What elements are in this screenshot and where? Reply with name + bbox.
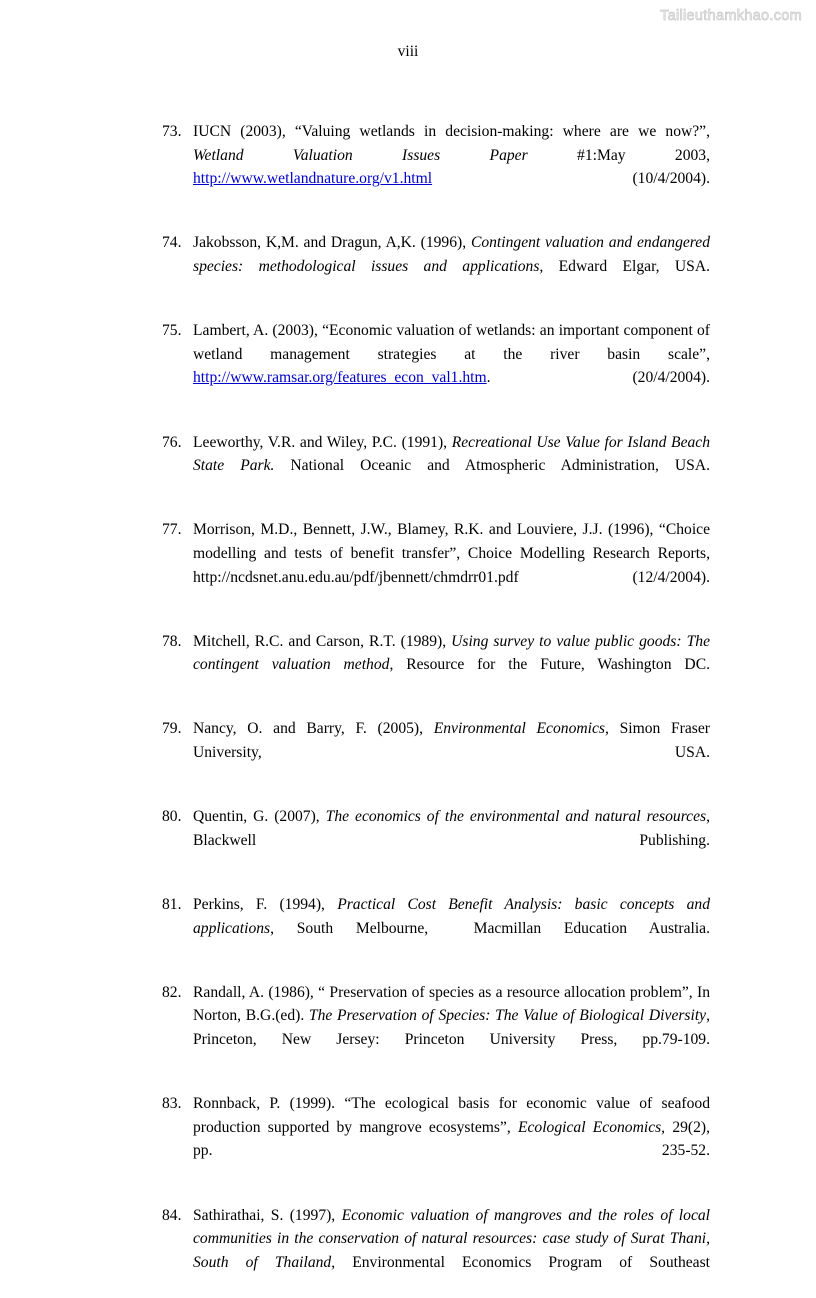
reference-text xyxy=(193,805,710,876)
reference-text-run: Jakobsson, K,M. and Dragun, A,K. (1996), xyxy=(193,234,471,252)
reference-title-italic: Wetland Valuation Issues Paper xyxy=(193,146,528,164)
reference-text-run: . (20/4/2004). xyxy=(486,369,710,387)
reference-entry xyxy=(162,717,710,788)
reference-number: 80. xyxy=(162,808,182,826)
reference-entry xyxy=(162,1204,710,1298)
reference-text-run: #1:May 2003, xyxy=(527,146,710,164)
reference-title-italic: The economics of the environmental and natural resources xyxy=(325,808,707,826)
reference-text-run: IUCN (2003), “Valuing wetlands in decision-making: where are we now?”, xyxy=(193,123,710,140)
reference-text-run: , Princeton, New Jersey: Princeton University Press, pp.79-109. xyxy=(193,1007,710,1048)
reference-title-italic: Recreational Use Value for Island Beach State Park. xyxy=(193,433,710,475)
reference-url-link[interactable]: http://www.wetlandnature.org/v1.html xyxy=(193,170,433,188)
reference-text xyxy=(193,981,710,1075)
reference-number: 76. xyxy=(162,433,182,451)
reference-text-run: Mitchell, R.C. and Carson, R.T. (1989), xyxy=(193,632,452,650)
reference-entry xyxy=(162,805,710,876)
reference-entry xyxy=(162,120,710,214)
reference-number: 83. xyxy=(162,1095,182,1113)
reference-number: 73. xyxy=(162,123,182,140)
reference-number: 74. xyxy=(162,234,182,252)
reference-text xyxy=(193,1092,710,1186)
reference-number: 77. xyxy=(162,521,182,539)
reference-title-italic: Contingent valuation and endangered species: methodological issues and applications, xyxy=(193,234,711,275)
reference-text-run: , South Melbourne, Macmillan Education Australia. xyxy=(270,919,710,937)
reference-entry xyxy=(162,518,710,612)
reference-number: 84. xyxy=(162,1206,182,1224)
reference-number: 81. xyxy=(162,896,182,914)
reference-text-run: , Environmental Economics Program of Southeast xyxy=(331,1253,710,1271)
page-number: viii xyxy=(397,43,419,60)
reference-url-plain: http://ncdsnet.anu.edu.au/pdf/jbennett/chmdrr01.pdf xyxy=(193,568,519,586)
reference-text xyxy=(193,431,710,502)
reference-title-italic: Economic valuation of mangroves and the roles of local communities in the conservation of natural resources: case study of Surat Thani, South of Thailand xyxy=(193,1206,710,1271)
reference-text-run: (10/4/2004). xyxy=(432,170,710,188)
reference-text-run: 29(2), pp. 235-52. xyxy=(193,1118,710,1160)
reference-text-run: Ronnback, P. (1999). “The ecological basis for economic value of seafood production supported by mangrove ecosystems”, xyxy=(193,1095,710,1136)
reference-title-italic: Ecological Economics, xyxy=(517,1118,666,1136)
reference-title-italic: Practical Cost Benefit Analysis: basic concepts and applications xyxy=(193,896,711,937)
reference-entry xyxy=(162,981,710,1075)
reference-number: 79. xyxy=(162,720,182,738)
reference-text xyxy=(193,630,710,701)
reference-text-run: , Simon Fraser University, USA. xyxy=(193,720,710,762)
reference-text-run: Leeworthy, V.R. and Wiley, P.C. (1991), xyxy=(193,433,452,451)
site-watermark: Tailieuthamkhao.com xyxy=(660,8,802,24)
reference-entry xyxy=(162,231,710,302)
reference-text xyxy=(193,518,710,612)
reference-text-run: Morrison, M.D., Bennett, J.W., Blamey, R.K. and Louviere, J.J. (1996), “Choice modelling and tests of benefit transfer”, Choice Modelling Research Reports, xyxy=(193,521,710,562)
reference-text-run: Lambert, A. (2003), “Economic valuation of wetlands: an important component of wetland management strategies at the river basin scale”, xyxy=(193,322,710,363)
reference-text-run: Sathirathai, S. (1997), xyxy=(193,1206,342,1224)
reference-title-italic: Using survey to value public goods: The contingent valuation method xyxy=(193,632,710,674)
reference-text-run: (12/4/2004). xyxy=(518,568,710,586)
reference-number: 82. xyxy=(162,983,182,1001)
reference-text-run: Perkins, F. (1994), xyxy=(193,896,338,914)
reference-title-italic: The Preservation of Species: The Value of Biological Diversity xyxy=(308,1007,707,1025)
reference-text-run: National Oceanic and Atmospheric Administration, USA. xyxy=(274,457,710,475)
reference-number: 75. xyxy=(162,322,182,340)
reference-text xyxy=(193,1204,710,1298)
reference-number: 78. xyxy=(162,632,182,650)
reference-text-run: Nancy, O. and Barry, F. (2005), xyxy=(193,720,434,738)
reference-entry xyxy=(162,630,710,701)
reference-text-run: Randall, A. (1986), “ Preservation of species as a resource allocation problem”, In Norton, B.G.(ed). xyxy=(193,983,710,1025)
reference-text xyxy=(193,319,710,413)
reference-entry xyxy=(162,1092,710,1186)
reference-entry xyxy=(162,893,710,964)
reference-text xyxy=(193,893,710,964)
reference-text xyxy=(193,717,710,788)
reference-title-italic: Environmental Economics xyxy=(433,720,605,738)
reference-text-run: , Blackwell Publishing. xyxy=(193,808,710,849)
reference-url-link[interactable]: http://www.ramsar.org/features_econ_val1.htm xyxy=(193,369,487,387)
reference-entry xyxy=(162,431,710,502)
reference-text-run: Quentin, G. (2007), xyxy=(193,808,326,826)
reference-list xyxy=(162,120,710,1298)
reference-text xyxy=(193,231,710,302)
reference-entry xyxy=(162,319,710,413)
reference-text-run: Edward Elgar, USA. xyxy=(543,257,710,275)
reference-text-run: , Resource for the Future, Washington DC. xyxy=(389,656,710,674)
reference-text xyxy=(193,120,710,214)
